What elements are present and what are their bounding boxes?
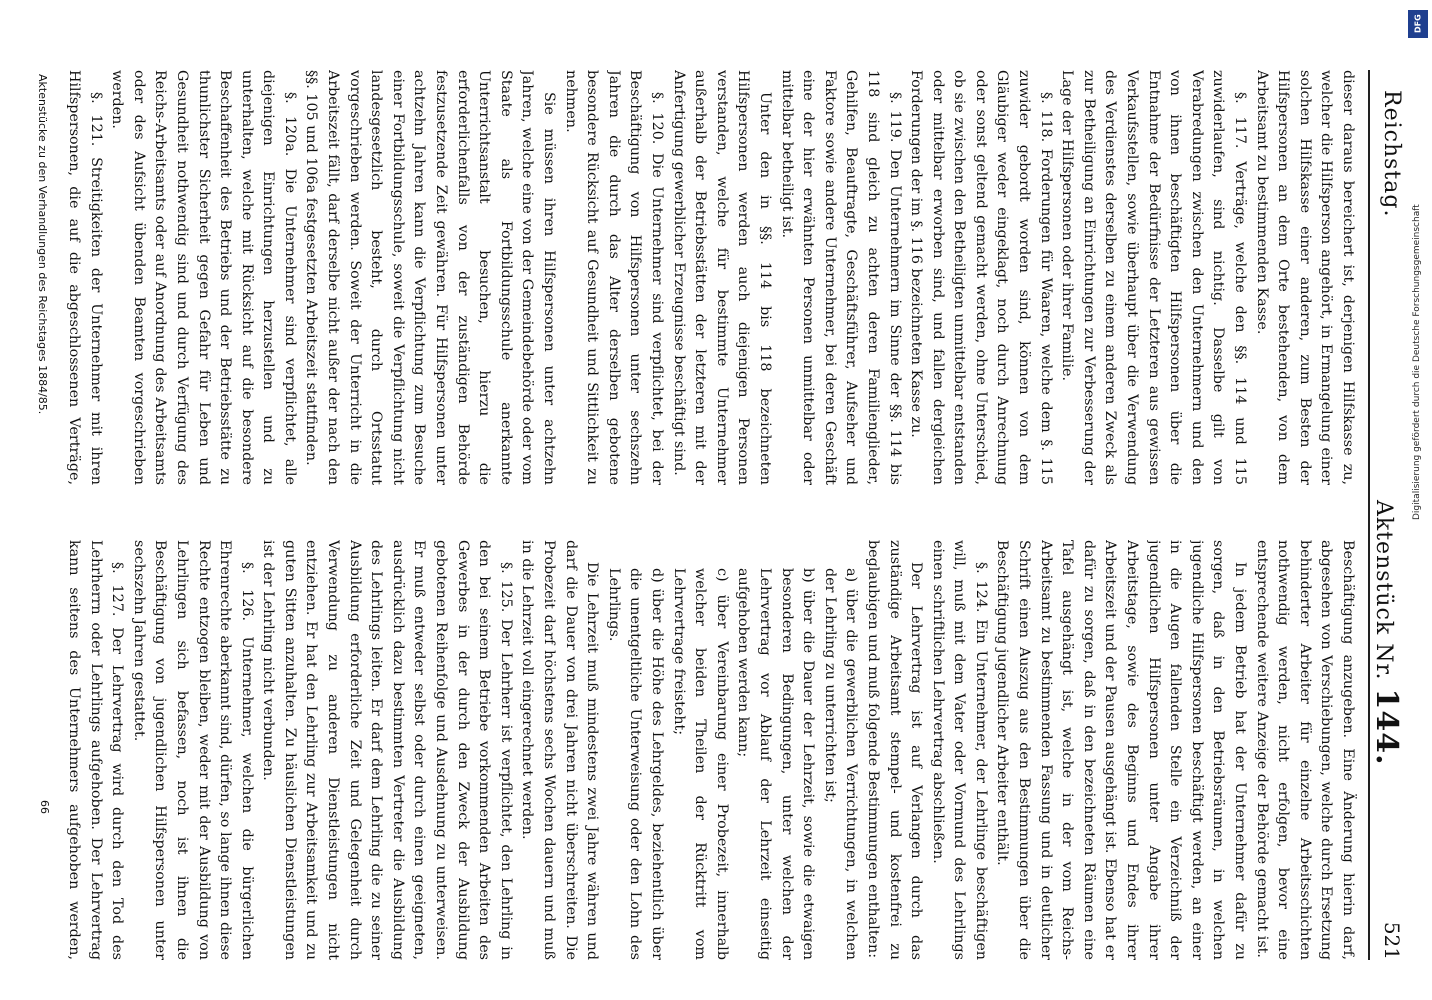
paragraph: Sie müssen ihren Hilfspersonen unter achtzehn Jahren, welche eine von der Gemeindebehörde oder vom Staate als Fortbildungsschule anerkannte Unterrichtsanstalt besuchen, hierzu die erforderlichenfalls von der zuständigen Behörde festzusetzende Zeit gewähren. Für Hilfspersonen unter achtzehn Jahren kann die Verpflichtung zum Besuche einer Fortbildungsschule, soweit die Verpflichtung nicht landesgesetzlich besteht, durch Ortsstatut vorgeschrieben werden. Soweit der Unterricht in die Arbeitszeit fällt, darf derselbe nicht außer der nach den §§. 105 und 106a festgesetzten Arbeitszeit stattfinden.: [303, 70, 558, 485]
paragraph: dieser daraus bereichert ist, derjenigen Hilfskasse zu, welcher die Hilfsperson angehört, in Ermangelung einer solchen Hilfskasse einer anderen, zum Besten der Hilfspersonen an dem Orte bestehenden, von dem Arbeitsamt zu bestimmenden Kasse.: [1253, 70, 1356, 485]
paragraph: §. 121. Streitigkeiten der Unternehmer mit ihren Hilfspersonen, die auf die abgeschlossenen Verträge,: [65, 70, 104, 485]
header-center: [1369, 500, 1404, 766]
paragraph: §. 117. Verträge, welche den §§. 114 und 115 zuwiderlaufen, sind nichtig. Dasselbe gilt von Verabredungen zwischen den Unternehmern und den von ihnen beschäftigten Hilfspersonen über die Entnahme der Bedürfnisse der Letzteren aus gewissen Verkaufsstellen, sowie überhaupt über die Verwendung des Verdienstes derselben zu einem anderen Zweck als zur Betheiligung an Einrichtungen zur Verbesserung der Lage der Hilfspersonen oder ihrer Familie.: [1059, 70, 1249, 485]
header-center-prefix: Aktenstück Nr.: [1371, 500, 1396, 681]
dfg-logo: DFG: [1408, 10, 1428, 38]
paragraph: §. 126. Unternehmer, welchen die bürgerlichen Ehrenrechte aberkannt sind, dürfen, so lange ihnen diese Rechte entzogen bleiben, weder mit der Ausbildung von Lehrlingen sich befassen, noch ist ihnen die Beschäftigung von jugendlichen Hilfspersonen unter sechszehn Jahren gestattet.: [130, 540, 255, 960]
header-center-number: 144.: [1369, 688, 1404, 766]
left-footer: Aktenstücke zu den Verhandlungen des Reichstages 1884/85.: [36, 74, 49, 415]
paragraph: b) über die Dauer der Lehrzeit, sowie die etwaigen besonderen Bedingungen, unter welchen der Lehrvertrag vor Ablauf der Lehrzeit einseitig aufgehoben werden kann;: [735, 568, 817, 960]
paragraph: In jedem Betrieb hat der Unternehmer dafür zu sorgen, daß in den Betriebsräumen, in welchen jugendliche Hilfspersonen beschäftigt werden, an einer in die Augen fallenden Stelle ein Verzeichniß der jugendlichen Hilfspersonen unter Angabe ihrer Arbeitstage, sowie des Beginns und Endes ihrer Arbeitszeit und der Pausen ausgehängt ist. Ebenso hat er dafür zu sorgen, daß in den bezeichneten Räumen eine Tafel ausgehängt ist, welche in der vom Reichs-Arbeitsamt zu bestimmenden Fassung und in deutlicher Schrift einen Auszug aus den Bestimmungen über die Beschäftigung jugendlicher Arbeiter enthält.: [994, 540, 1249, 960]
paragraph: §. 124. Ein Unternehmer, der Lehrlinge beschäftigen will, muß mit dem Vater oder Vormund des Lehrlings einen schriftlichen Lehrvertrag abschließen.: [929, 540, 989, 960]
running-header: [1370, 30, 1414, 960]
page-number: 521: [1380, 921, 1404, 960]
paragraph: c) über Vereinbarung einer Probezeit, innerhalb welcher beiden Theilen der Rücktritt vom Lehrvertrage freisteht;: [670, 568, 730, 960]
digitization-credit-text: Digitalisierung gefördert durch die Deutsche Forschungsgemeinschaft: [1412, 204, 1422, 520]
left-column: [60, 70, 1358, 485]
paragraph: §. 119. Den Unternehmern im Sinne der §§. 114 bis 118 sind gleich zu achten deren Familienglieder, Gehilfen, Beauftragte, Geschäftsführer, Aufseher und Faktore sowie andere Unternehmer, bei deren Geschäft eine der hier erwähnten Personen unmittelbar oder mittelbar betheiligt ist.: [778, 70, 903, 485]
paragraph: §. 120a. Die Unternehmer sind verpflichtet, alle diejenigen Einrichtungen herzustellen und zu unterhalten, welche mit Rücksicht auf die besondere Beschaffenheit des Betriebs und der Betriebsstätte zu thunlichster Sicherheit gegen Gefahr für Leben und Gesundheit nothwendig sind und durch Verfügung des Reichs-Arbeitsamts oder auf Anordnung des Arbeitsamts oder des Aufsicht übenden Beamten vorgeschrieben werden.: [109, 70, 298, 485]
header-left: Reichstag.: [1379, 90, 1404, 218]
paragraph: d) über die Höhe des Lehrgeldes, beziehentlich über die unentgeltliche Unterweisung oder den Lohn des Lehrlings.: [605, 568, 665, 960]
paragraph: a) über die gewerblichen Verrichtungen, in welchen der Lehrling zu unterrichten ist;: [821, 568, 860, 960]
paragraph: Unter den in §§. 114 bis 118 bezeichneten Hilfspersonen werden auch diejenigen Personen verstanden, welche für bestimmte Unternehmer außerhalb der Betriebsstätten der letzteren mit der Anfertigung gewerblicher Erzeugnisse beschäftigt sind.: [670, 70, 773, 485]
paragraph: Die Lehrzeit muß mindestens zwei Jahre währen und darf die Dauer von drei Jahren nicht überschreiten. Die Probezeit darf höchstens sechs Wochen dauern und muß in die Lehrzeit voll eingerechnet werden.: [519, 540, 601, 960]
paragraph: §. 125. Der Lehrherr ist verpflichtet, den Lehrling in den bei seinem Betriebe vorkommenden Arbeiten des Gewerbes in der durch den Zweck der Ausbildung gebotenen Reihenfolge und Ausdehnung zu unterweisen. Er muß entweder selbst oder durch einen geeigneten, ausdrücklich dazu bestimmten Vertreter die Ausbildung des Lehrlings leiten. Er darf dem Lehrling die zu seiner Ausbildung erforderliche Zeit und Gelegenheit durch Verwendung zu anderen Dienstleistungen nicht entziehen. Er hat den Lehrling zur Arbeitsamkeit und zu guten Sitten anzuhalten. Zu häuslichen Dienstleistungen ist der Lehrling nicht verbunden.: [260, 540, 514, 960]
signature-mark: 66: [38, 800, 51, 814]
header-rule: [1368, 70, 1370, 960]
paragraph: §. 118. Forderungen für Waaren, welche dem §. 115 zuwider gebordt worden sind, können von dem Gläubiger weder eingeklagt, noch durch Anrechnung oder sonst geltend gemacht werden, ohne Unterschied, ob sie zwischen den Betheiligten unmittelbar entstanden oder mittelbar erworben sind, und fallen dergleichen Forderungen der im §. 116 bezeichneten Kasse zu.: [908, 70, 1054, 485]
paragraph: Der Lehrvertrag ist auf Verlangen durch das zuständige Arbeitsamt stempel- und kostenfrei zu beglaubigen und muß folgende Bestimmungen enthalten:: [864, 540, 925, 960]
paragraph: §. 127. Der Lehrvertrag wird durch den Tod des Lehrherrn oder Lehrlings aufgehoben. Der Lehrvertrag kann seitens des Unternehmers aufgehoben werden,: [65, 540, 126, 960]
right-column: [60, 540, 1358, 960]
paragraph: §. 120. Die Unternehmer sind verpflichtet, bei der Beschäftigung von Hilfspersonen unter sechszehn Jahren die durch das Alter derselben gebotene besondere Rücksicht auf Gesundheit und Sittlichkeit zu nehmen.: [562, 70, 665, 485]
paragraph: Beschäftigung anzugeben. Eine Änderung hierin darf, abgesehen von Verschiebungen, welche durch Ersetzung behinderter Arbeiter für einzelne Arbeitsschichten nothwendig werden, nicht erfolgen, bevor eine entsprechende weitere Anzeige der Behörde gemacht ist.: [1253, 540, 1356, 960]
